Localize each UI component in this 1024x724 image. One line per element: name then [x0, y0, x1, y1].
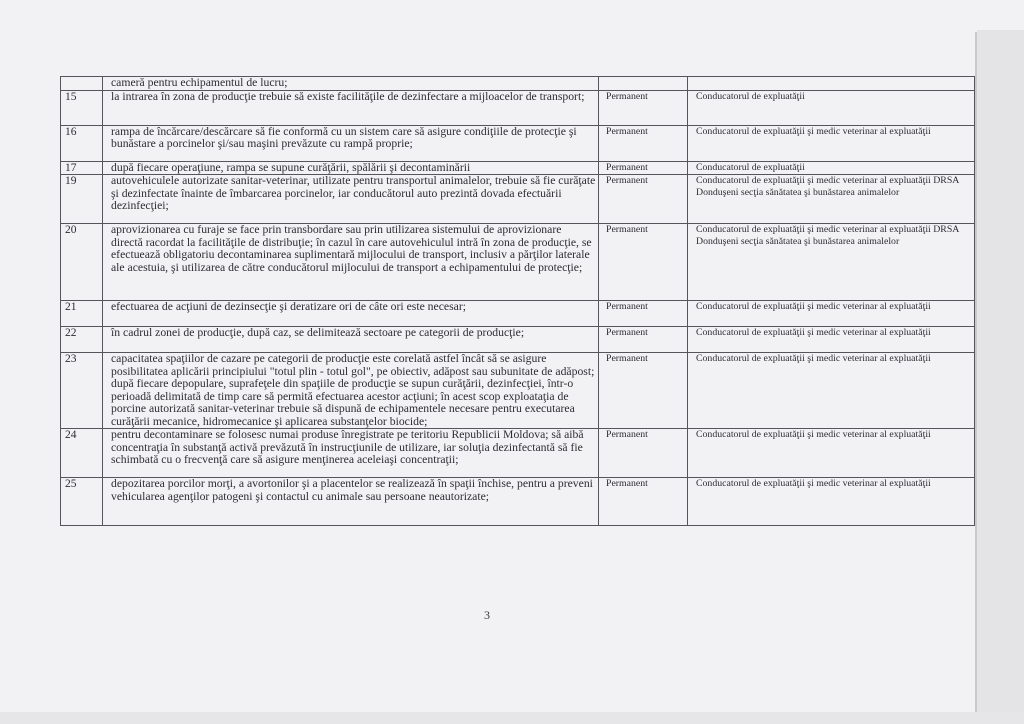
- measure-description: autovehiculele autorizate sanitar-veterinar, utilizate pentru transportul animalelor, trebuie să fie curăţate şi dezinfectate înainte de îmbarcarea porcinelor, iar conducătorul auto prezintă dovada efectuării dezinfecţiei;: [103, 175, 599, 224]
- measure-responsible: Conducatorul de expluatăţii şi medic veterinar al expluatăţii DRSA Donduşeni secţia sănătatea şi bunăstarea animalelor: [688, 224, 975, 301]
- measure-term: Permanent: [599, 301, 688, 327]
- measures-table: [60, 76, 975, 526]
- measure-term: Permanent: [599, 327, 688, 353]
- table-row: [61, 478, 975, 526]
- table-row: [61, 429, 975, 478]
- page-number: 3: [484, 608, 490, 622]
- measure-term: Permanent: [599, 224, 688, 301]
- measure-responsible: Conducatorul de expluatăţii şi medic veterinar al expluatăţii: [688, 429, 975, 478]
- measure-term: Permanent: [599, 90, 688, 125]
- measure-term: Permanent: [599, 125, 688, 161]
- measure-description: efectuarea de acţiuni de dezinsecţie şi deratizare ori de câte ori este necesar;: [103, 301, 599, 327]
- measure-description: depozitarea porcilor morţi, a avortonilor şi a placentelor se realizează în spaţii închise, pentru a preveni vehicularea agenţilor patogeni şi contactul cu animale sau persoane neautorizate;: [103, 478, 599, 526]
- measure-responsible: Conducatorul de expluatăţii: [688, 90, 975, 125]
- table-row: [61, 175, 975, 224]
- measure-term: Permanent: [599, 161, 688, 175]
- table-row: [61, 77, 975, 91]
- measure-description: după fiecare operaţiune, rampa se supune curăţării, spălării şi decontaminării: [103, 161, 599, 175]
- measure-term: Permanent: [599, 175, 688, 224]
- measure-responsible: Conducatorul de expluatăţii şi medic veterinar al expluatăţii: [688, 125, 975, 161]
- table-row: [61, 90, 975, 125]
- table-row: [61, 125, 975, 161]
- table-row: [61, 161, 975, 175]
- row-number: 15: [61, 90, 103, 125]
- measure-description: la intrarea în zona de producţie trebuie să existe facilităţile de dezinfectare a mijloacelor de transport;: [103, 90, 599, 125]
- scan-bottom-margin: [0, 712, 1024, 724]
- row-number: 24: [61, 429, 103, 478]
- measure-description: cameră pentru echipamentul de lucru;: [103, 77, 599, 91]
- table-row: [61, 327, 975, 353]
- measure-responsible: [688, 77, 975, 91]
- measure-term: Permanent: [599, 429, 688, 478]
- measure-description: aprovizionarea cu furaje se face prin transbordare sau prin utilizarea sistemului de aprovizionare directă racordat la facilităţile de distribuţie; în cazul în care autovehiculul intră în zona de producţie, se efectuează obligatoriu decontaminarea suplimentară mijlocului de transport, inclusiv a părţilor laterale ale acestuia, şi utilizarea de către conducătorul mijlocului de transport a echipamentului de protecţie;: [103, 224, 599, 301]
- measure-description: rampa de încărcare/descărcare să fie conformă cu un sistem care să asigure condiţiile de protecţie şi bunăstare a porcinelor şi/sau maşini prevăzute cu rampă proprie;: [103, 125, 599, 161]
- table-row: [61, 224, 975, 301]
- table-row: [61, 353, 975, 429]
- measure-description: capacitatea spaţiilor de cazare pe categorii de producţie este corelată astfel încât să se asigure posibilitatea aplicării principiului "totul plin - totul gol", pe obiectiv, adăpost sau subunitate de adăpost; după fiecare depopulare, suprafeţele din spaţiile de producţie se supun curăţării, dezinfecţiei, într-o perioadă delimitată de timp care să permită efectuarea acestor acţiuni; în acest scop exploataţia de porcine autorizată sanitar-veterinar trebuie să dispună de echipamentele necesare pentru executarea curăţării mecanice, hidromecanice şi aplicarea substanţelor biocide;: [103, 353, 599, 429]
- row-number: 21: [61, 301, 103, 327]
- measure-responsible: Conducatorul de expluatăţii şi medic veterinar al expluatăţii DRSA Donduşeni secţia sănătatea şi bunăstarea animalelor: [688, 175, 975, 224]
- measure-term: Permanent: [599, 478, 688, 526]
- row-number: 19: [61, 175, 103, 224]
- measure-responsible: Conducatorul de expluatăţii şi medic veterinar al expluatăţii: [688, 353, 975, 429]
- measure-responsible: Conducatorul de expluatăţii şi medic veterinar al expluatăţii: [688, 327, 975, 353]
- measure-description: pentru decontaminare se folosesc numai produse înregistrate pe teritoriu Republicii Moldova; să aibă concentraţia în substanţă activă prevăzută în instrucţiunile de utilizare, iar soluţia dezinfectantă să fie schimbată cu o frecvenţă care să asigure menţinerea aceleiaşi concentraţii;: [103, 429, 599, 478]
- row-number: 23: [61, 353, 103, 429]
- measure-responsible: Conducatorul de expluatăţii şi medic veterinar al expluatăţii: [688, 301, 975, 327]
- row-number: 22: [61, 327, 103, 353]
- measure-responsible: Conducatorul de expluatăţii şi medic veterinar al expluatăţii: [688, 478, 975, 526]
- measure-term: [599, 77, 688, 91]
- row-number: [61, 77, 103, 91]
- measure-term: Permanent: [599, 353, 688, 429]
- row-number: 25: [61, 478, 103, 526]
- scan-margin: [977, 30, 1024, 724]
- row-number: 16: [61, 125, 103, 161]
- row-number: 17: [61, 161, 103, 175]
- table-row: [61, 301, 975, 327]
- measure-description: în cadrul zonei de producţie, după caz, se delimitează sectoare pe categorii de producţie;: [103, 327, 599, 353]
- measure-responsible: Conducatorul de expluatăţii: [688, 161, 975, 175]
- row-number: 20: [61, 224, 103, 301]
